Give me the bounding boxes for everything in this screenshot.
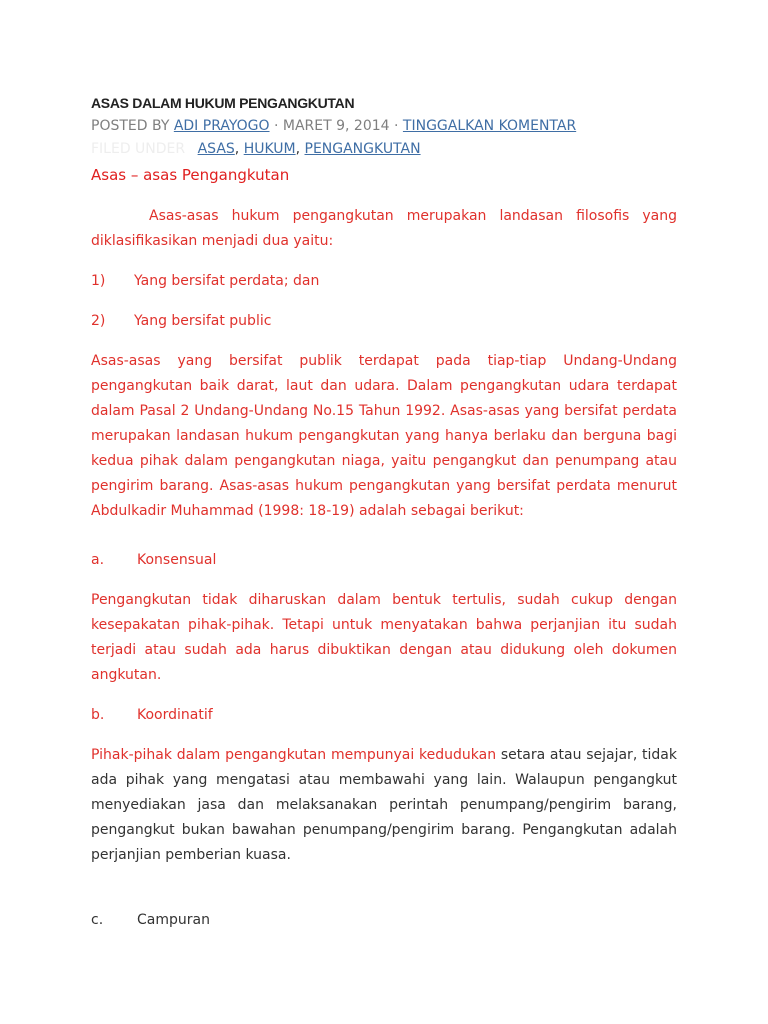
meta-separator: · [389, 118, 403, 134]
paragraph-koordinatif [91, 743, 677, 868]
post-title: ASAS DALAM HUKUM PENGANGKUTAN [91, 95, 355, 111]
list-text: Yang bersifat perdata; dan [134, 273, 320, 289]
section-subtitle: Asas – asas Pengangkutan [91, 166, 290, 184]
posted-by-label: POSTED BY [91, 118, 170, 134]
leave-comment-link[interactable]: TINGGALKAN KOMENTAR [402, 118, 577, 134]
paragraph-asas: Asas-asas yang bersifat publik terdapat pada tiap-tiap Undang-Undang pengangkutan baik darat, laut dan udara. Dalam pengangkutan udara terdapat dalam Pasal 2 Undang-Undang No.15 Tahun 1992. Asas-asas yang bersifat perdata merupakan landasan hukum pengangkutan yang hanya berlaku dan berguna bagi kedua pihak dalam pengangkutan niaga, yaitu pengangkut dan penumpang atau pengirim barang. Asas-asas hukum pengangkutan yang bersifat perdata menurut Abdulkadir Muhammad (1998: 18-19) adalah sebagai berikut: [91, 353, 677, 519]
post-date: MARET 9, 2014 [282, 118, 390, 134]
paragraph-dark-part: setara atau sejajar, tidak ada pihak yang mengatasi atau membawahi yang lain. Walaupun pengangkut menyediakan jasa dan melaksanakan perintah penumpang/pengirim barang, pengangkut bukan bawahan penumpang/pengirim barang. Pengangkutan adalah perjanjian pemberian kuasa. [91, 747, 677, 863]
paragraph-konsensual: Pengangkutan tidak diharuskan dalam bentuk tertulis, sudah cukup dengan kesepakatan pihak-pihak. Tetapi untuk menyatakan bahwa perjanjian itu sudah terjadi atau sudah ada harus dibuktikan dengan atau didukung oleh dokumen angkutan. [91, 592, 677, 683]
list-item-b [91, 703, 677, 728]
list-item [91, 269, 677, 294]
category-link-hukum[interactable]: HUKUM [243, 141, 296, 157]
filed-under: FILED UNDER ASAS, HUKUM, PENGANGKUTAN [91, 141, 421, 157]
category-link-asas[interactable]: ASAS [197, 141, 235, 157]
list-letter: a. [91, 552, 105, 568]
list-item-a [91, 548, 677, 573]
list-item-c [91, 908, 677, 933]
list-text: Yang bersifat public [134, 313, 272, 329]
list-letter: c. [91, 912, 104, 928]
meta-separator: · [269, 118, 283, 134]
paragraph-red-part: Pihak-pihak dalam pengangkutan mempunyai kedudukan [91, 747, 497, 763]
intro-paragraph: Asas-asas hukum pengangkutan merupakan landasan filosofis yang diklasifikasikan menjadi dua yaitu: [91, 208, 677, 249]
list-text: Konsensual [137, 552, 217, 568]
post-meta [91, 118, 576, 134]
filed-under-label: FILED UNDER [91, 141, 186, 157]
list-number: 2) [91, 313, 106, 329]
list-number: 1) [91, 273, 106, 289]
category-link-pengangkutan[interactable]: PENGANGKUTAN [304, 141, 421, 157]
list-text: Koordinatif [137, 707, 213, 723]
list-text: Campuran [137, 912, 210, 928]
author-link[interactable]: ADI PRAYOGO [173, 118, 270, 134]
list-item [91, 309, 677, 334]
list-letter: b. [91, 707, 105, 723]
